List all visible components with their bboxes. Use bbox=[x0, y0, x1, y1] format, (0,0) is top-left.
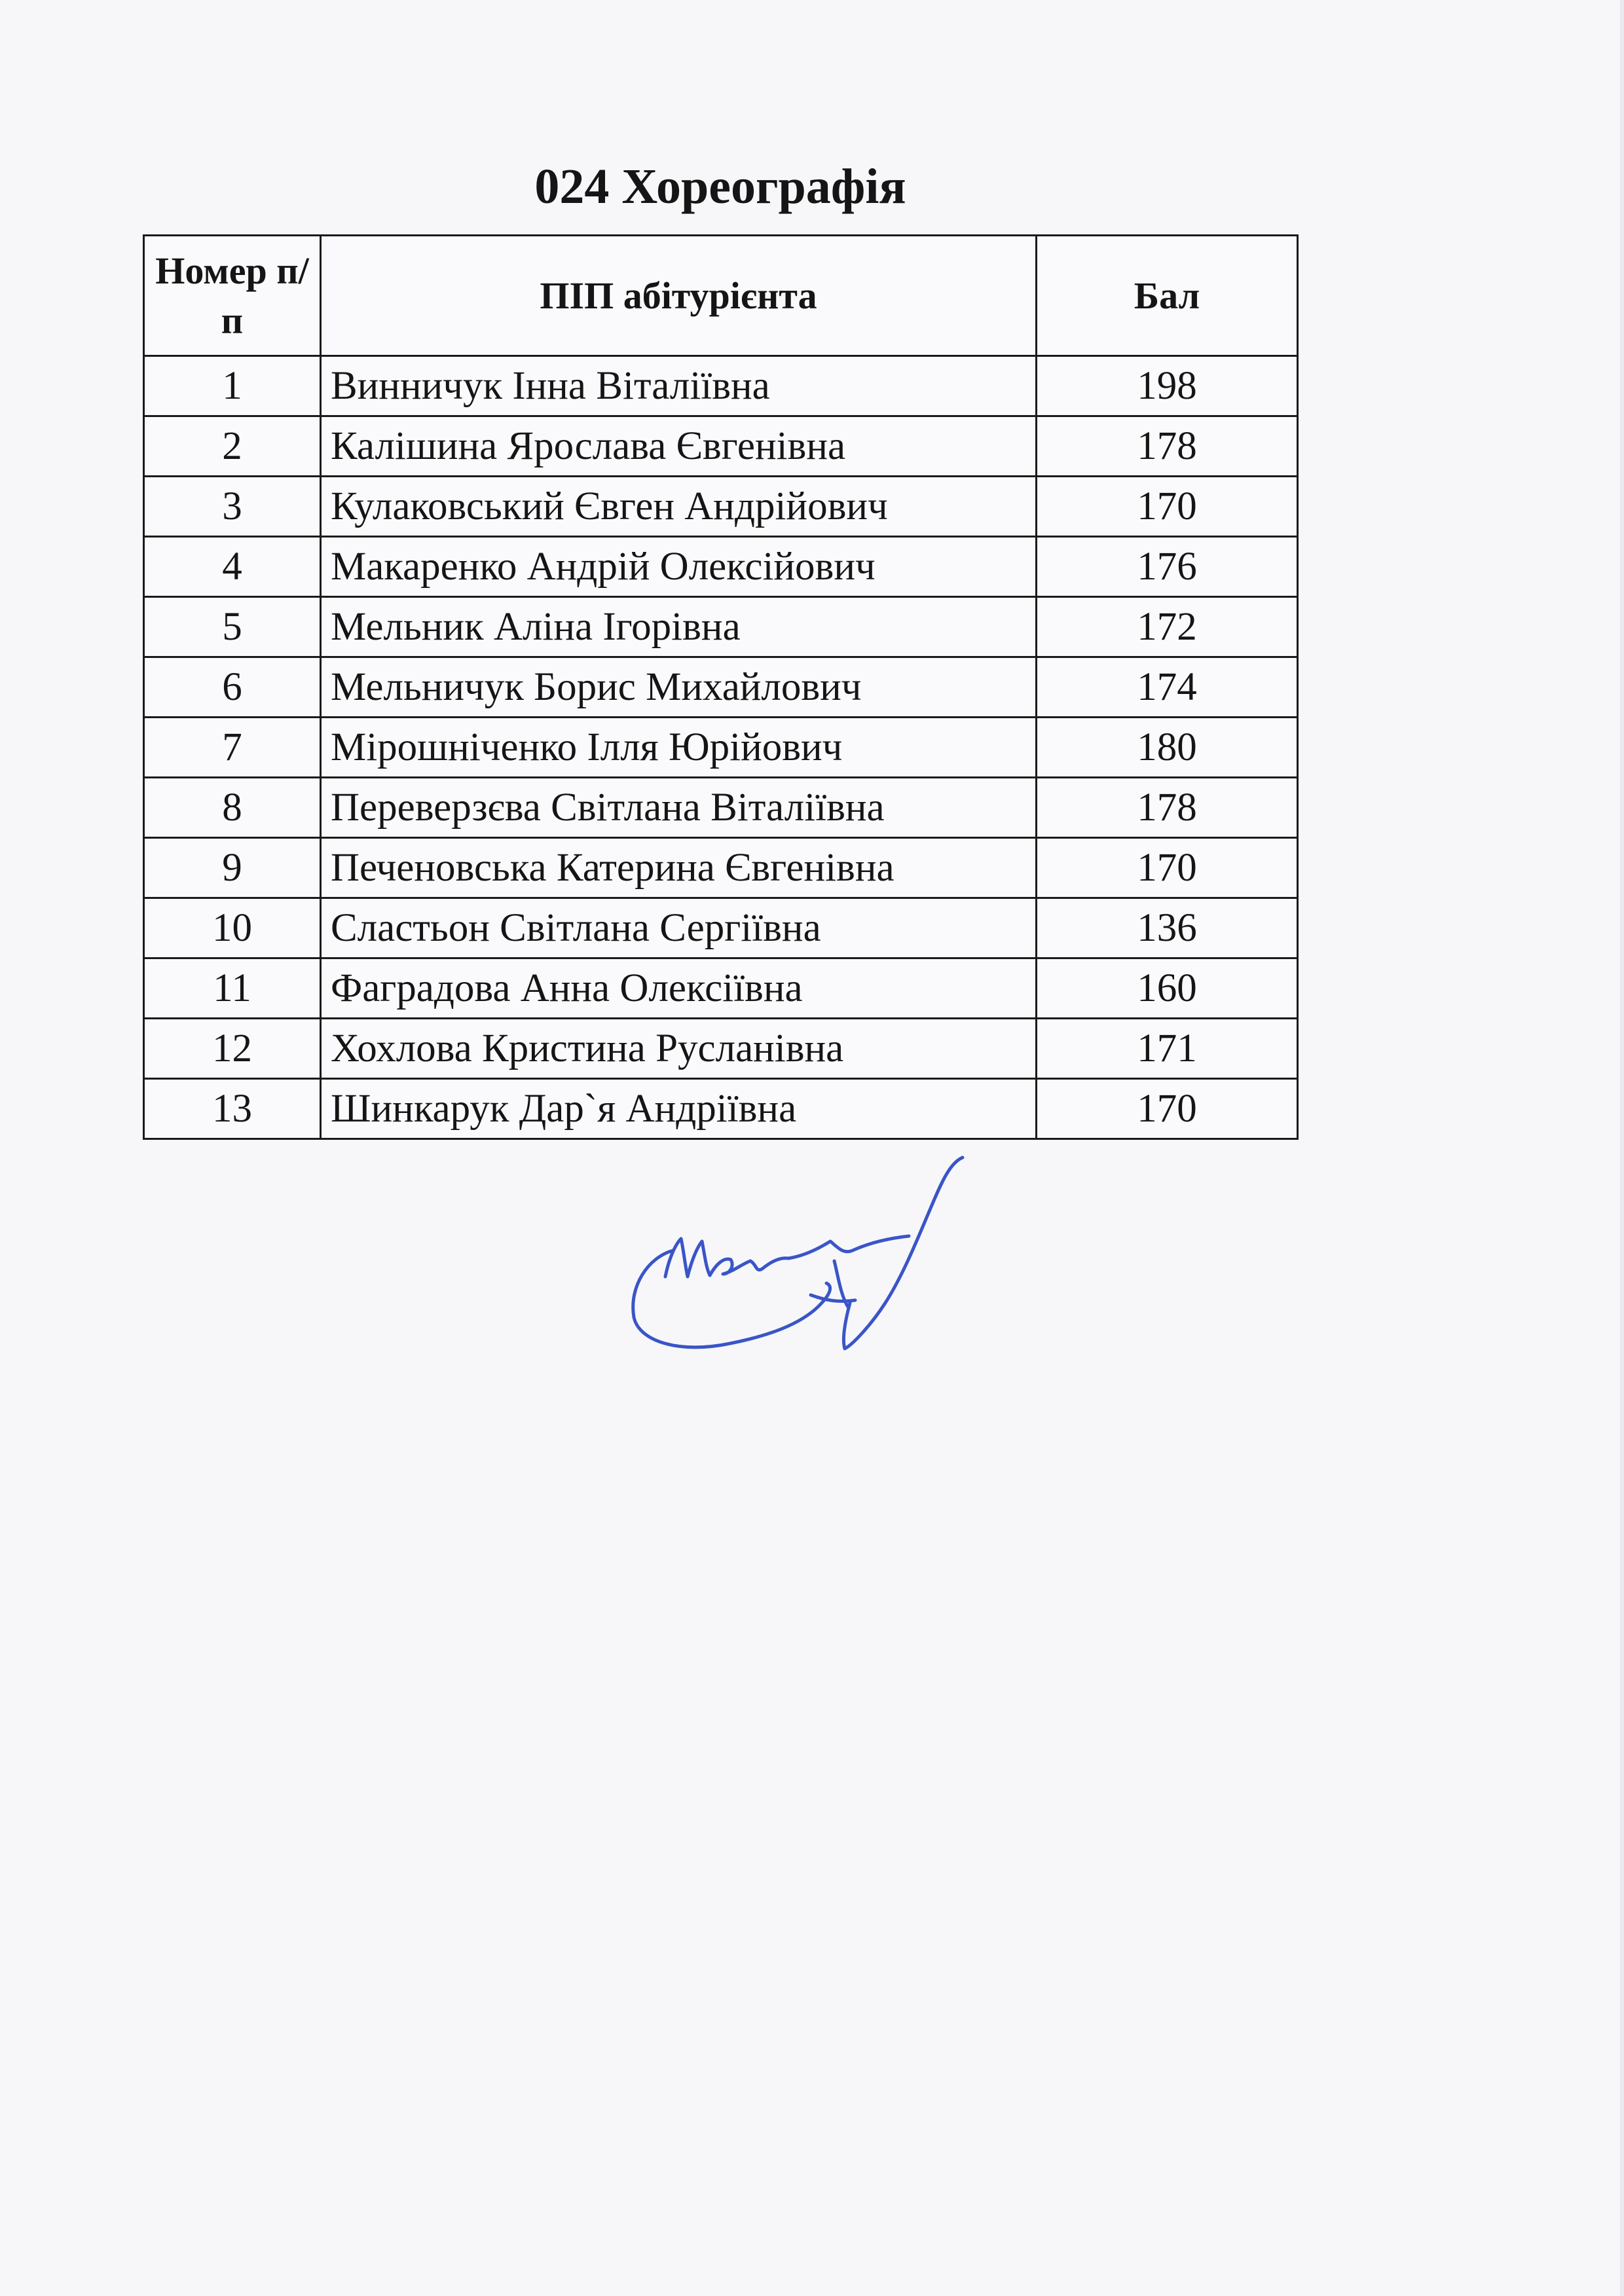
row-number: 2 bbox=[144, 416, 321, 477]
applicant-score: 160 bbox=[1037, 958, 1298, 1019]
applicant-name: Мельник Аліна Ігорівна bbox=[321, 597, 1037, 657]
row-number: 9 bbox=[144, 838, 321, 898]
row-number: 1 bbox=[144, 356, 321, 416]
applicant-score: 170 bbox=[1037, 1079, 1298, 1139]
table-row bbox=[144, 958, 1298, 1019]
table-row bbox=[144, 356, 1298, 416]
applicant-score: 172 bbox=[1037, 597, 1298, 657]
table-row bbox=[144, 537, 1298, 597]
applicant-score: 176 bbox=[1037, 537, 1298, 597]
header-score: Бал bbox=[1037, 236, 1298, 356]
applicant-score: 170 bbox=[1037, 838, 1298, 898]
applicant-name: Мельничук Борис Михайлович bbox=[321, 657, 1037, 718]
table-row bbox=[144, 416, 1298, 477]
header-number: Номер п/п bbox=[144, 236, 321, 356]
applicant-name: Печеновська Катерина Євгенівна bbox=[321, 838, 1037, 898]
page-edge bbox=[1620, 0, 1624, 2296]
applicant-score: 170 bbox=[1037, 477, 1298, 537]
row-number: 3 bbox=[144, 477, 321, 537]
row-number: 10 bbox=[144, 898, 321, 958]
handwritten-signature bbox=[622, 1146, 976, 1368]
applicant-name: Калішина Ярослава Євгенівна bbox=[321, 416, 1037, 477]
applicant-score: 180 bbox=[1037, 718, 1298, 778]
row-number: 8 bbox=[144, 778, 321, 838]
row-number: 7 bbox=[144, 718, 321, 778]
applicant-name: Винничук Інна Віталіївна bbox=[321, 356, 1037, 416]
applicant-name: Мірошніченко Ілля Юрійович bbox=[321, 718, 1037, 778]
table-row bbox=[144, 1079, 1298, 1139]
applicant-name: Шинкарук Дар`я Андріївна bbox=[321, 1079, 1037, 1139]
table-row bbox=[144, 477, 1298, 537]
applicant-name: Макаренко Андрій Олексійович bbox=[321, 537, 1037, 597]
applicant-name: Переверзєва Світлана Віталіївна bbox=[321, 778, 1037, 838]
table-row bbox=[144, 657, 1298, 718]
applicant-score: 178 bbox=[1037, 416, 1298, 477]
row-number: 4 bbox=[144, 537, 321, 597]
table-row bbox=[144, 1019, 1298, 1079]
applicant-name: Кулаковський Євген Андрійович bbox=[321, 477, 1037, 537]
table-row bbox=[144, 778, 1298, 838]
row-number: 6 bbox=[144, 657, 321, 718]
applicant-name: Фаградова Анна Олексіївна bbox=[321, 958, 1037, 1019]
applicant-name: Хохлова Кристина Русланівна bbox=[321, 1019, 1037, 1079]
table-row bbox=[144, 597, 1298, 657]
row-number: 13 bbox=[144, 1079, 321, 1139]
header-name: ПІП абітурієнта bbox=[321, 236, 1037, 356]
row-number: 11 bbox=[144, 958, 321, 1019]
results-table bbox=[143, 234, 1299, 1140]
row-number: 5 bbox=[144, 597, 321, 657]
document-title: 024 Хореографія bbox=[534, 159, 906, 214]
applicant-score: 174 bbox=[1037, 657, 1298, 718]
table-row bbox=[144, 838, 1298, 898]
applicant-name: Сластьон Світлана Сергіївна bbox=[321, 898, 1037, 958]
row-number: 12 bbox=[144, 1019, 321, 1079]
table-row bbox=[144, 718, 1298, 778]
table-row bbox=[144, 898, 1298, 958]
applicant-score: 136 bbox=[1037, 898, 1298, 958]
applicant-score: 178 bbox=[1037, 778, 1298, 838]
applicant-score: 198 bbox=[1037, 356, 1298, 416]
table-header-row bbox=[144, 236, 1298, 356]
applicant-score: 171 bbox=[1037, 1019, 1298, 1079]
